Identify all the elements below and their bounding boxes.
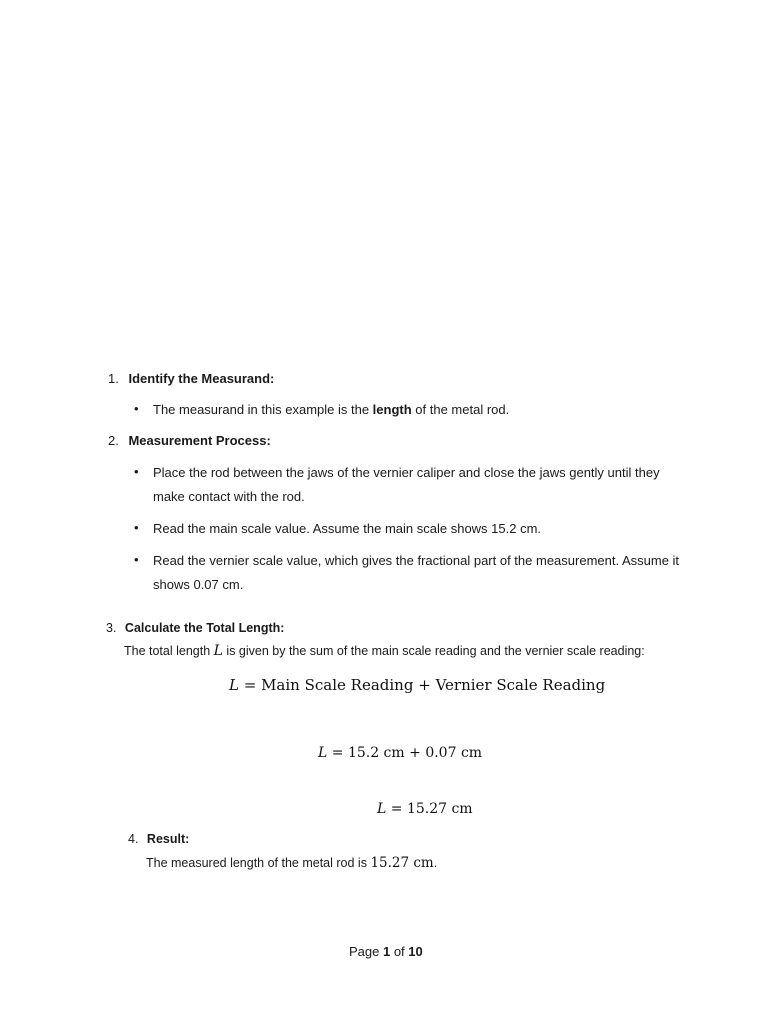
bullet-text-line: Read the main scale value. Assume the main scale shows 15.2 cm. xyxy=(153,521,542,536)
step-4-heading-row xyxy=(128,832,189,846)
step-3-heading-row xyxy=(106,621,284,635)
bullet-text-line: Read the vernier scale value, which gives the fractional part of the measurement. Assume it xyxy=(153,553,680,568)
bullet-text: The measurand in this example is the length of the metal rod. xyxy=(153,402,510,417)
page-number: Page 1 of 10 xyxy=(349,944,423,959)
step-heading: Measurement Process: xyxy=(128,433,271,448)
step-2-heading-row xyxy=(108,433,271,448)
current-page: 1 xyxy=(382,944,391,959)
bullet-text-line: Place the rod between the jaws of the vernier caliper and close the jaws gently until they xyxy=(153,465,660,480)
math-variable: L xyxy=(213,643,223,659)
step-3-intro: The total length L is given by the sum of the main scale reading and the vernier scale reading: xyxy=(124,643,645,659)
bullet-text-line: make contact with the rod. xyxy=(153,489,305,504)
equation-result: L = 15.27 cm xyxy=(377,801,473,817)
step-number: 3. xyxy=(106,621,117,635)
step-1-heading-row xyxy=(108,371,274,386)
bullet-marker: • xyxy=(134,520,139,535)
equation-substitution: L = 15.2 cm + 0.07 cm xyxy=(318,745,483,761)
step-heading: Identify the Measurand: xyxy=(128,371,275,386)
result-text: The measured length of the metal rod is 15.27 cm. xyxy=(146,855,438,871)
step-number: 4. xyxy=(128,832,139,846)
step-heading: Calculate the Total Length: xyxy=(124,621,285,635)
equation-formula: L = Main Scale Reading + Vernier Scale Reading xyxy=(229,676,606,694)
bullet-marker: • xyxy=(134,464,139,479)
total-pages: 10 xyxy=(408,944,423,959)
step-number: 1. xyxy=(108,371,119,386)
bullet-text-line: shows 0.07 cm. xyxy=(153,577,244,592)
step-heading: Result: xyxy=(146,832,190,846)
result-value: 15.27 cm xyxy=(370,855,434,871)
step-number: 2. xyxy=(108,433,119,448)
bullet-marker: • xyxy=(134,552,139,567)
bold-term: length xyxy=(372,402,412,417)
bullet-marker: • xyxy=(134,401,139,416)
